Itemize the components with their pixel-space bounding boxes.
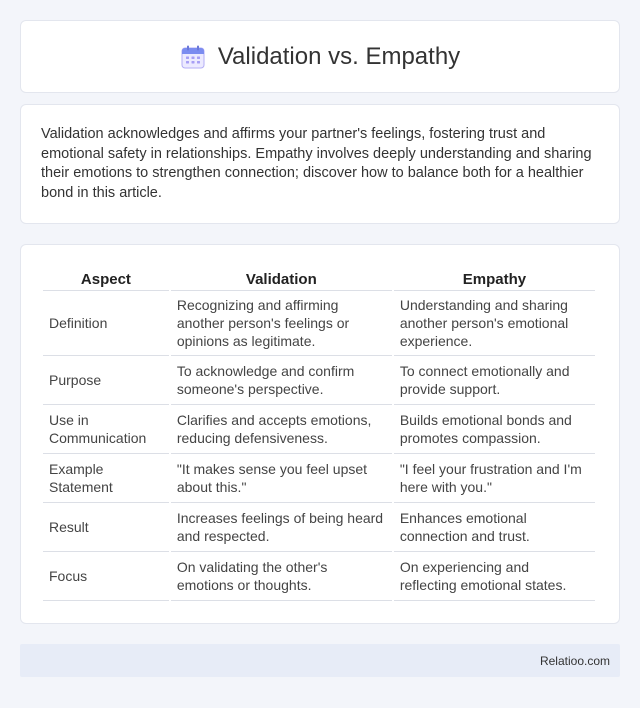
title-card (20, 20, 620, 93)
cell-aspect: Definition (43, 291, 169, 356)
header-empathy: Empathy (394, 265, 595, 291)
footer-bar (20, 644, 620, 677)
cell-validation: Increases feelings of being heard and respected. (171, 503, 392, 552)
cell-empathy: "I feel your frustration and I'm here with you." (394, 454, 595, 503)
comparison-table (41, 265, 597, 601)
table-row (43, 356, 595, 405)
cell-empathy: Builds emotional bonds and promotes compassion. (394, 405, 595, 454)
cell-aspect: Focus (43, 552, 169, 601)
table-row (43, 454, 595, 503)
cell-aspect: Use in Communication (43, 405, 169, 454)
cell-aspect: Result (43, 503, 169, 552)
header-aspect: Aspect (43, 265, 169, 291)
calendar-icon (180, 44, 206, 70)
cell-aspect: Purpose (43, 356, 169, 405)
page-title: Validation vs. Empathy (217, 42, 461, 70)
title-wrap (180, 43, 460, 71)
cell-empathy: To connect emotionally and provide support. (394, 356, 595, 405)
cell-validation: "It makes sense you feel upset about this." (171, 454, 392, 503)
cell-aspect: Example Statement (43, 454, 169, 503)
footer-site-name: Relatioo.com (539, 653, 610, 668)
cell-empathy: Enhances emotional connection and trust. (394, 503, 595, 552)
table-row (43, 503, 595, 552)
cell-validation: To acknowledge and confirm someone's perspective. (171, 356, 392, 405)
table-row (43, 405, 595, 454)
intro-card (20, 104, 620, 224)
cell-empathy: On experiencing and reflecting emotional states. (394, 552, 595, 601)
cell-validation: Clarifies and accepts emotions, reducing defensiveness. (171, 405, 392, 454)
intro-paragraph: Validation acknowledges and affirms your partner's feelings, fostering trust and emotional safety in relationships. Empathy involves deeply understanding and sharing their emotions to strengthen connection; discover how to balance both for a healthier bond in this article. (41, 126, 592, 201)
table-row (43, 552, 595, 601)
cell-validation: On validating the other's emotions or thoughts. (171, 552, 392, 601)
cell-validation: Recognizing and affirming another person's feelings or opinions as legitimate. (171, 291, 392, 356)
cell-empathy: Understanding and sharing another person's emotional experience. (394, 291, 595, 356)
comparison-table-card (20, 244, 620, 624)
table-header-row (43, 265, 595, 291)
header-validation: Validation (171, 265, 392, 291)
table-row (43, 291, 595, 356)
